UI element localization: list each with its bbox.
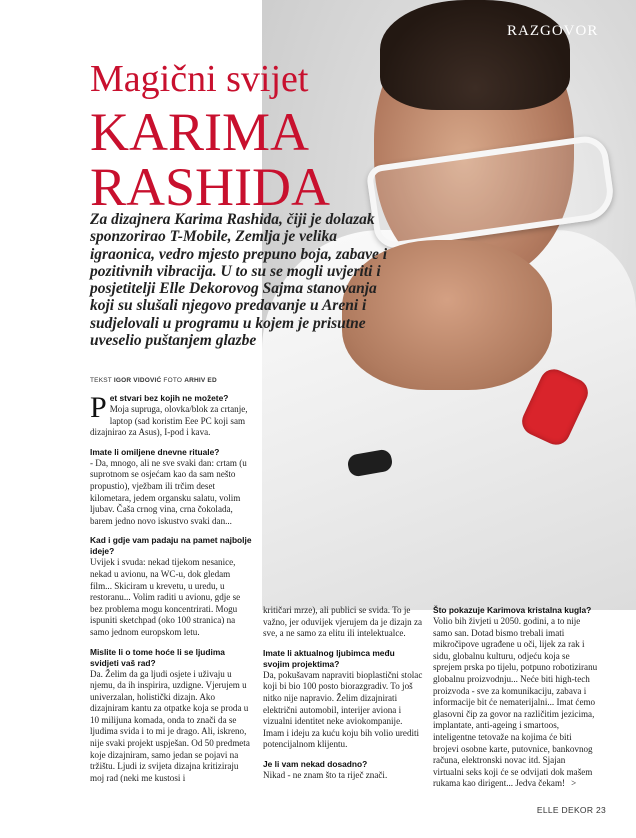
question-2: Imate li omiljene dnevne rituale? xyxy=(90,446,220,457)
question-3: Kad i gdje vam padaju na pamet najbolje ideje? xyxy=(90,535,252,557)
credit-author: IGOR VIDOVIĆ xyxy=(113,377,162,384)
lede-paragraph: Za dizajnera Karima Rashida, čiji je dolazak sponzorirao T-Mobile, Zemlja je velika igraonica, vedro mjesto prepuno boja, zabave i pozitivnih vibracija. U to su se mogli uvjeriti i posjetitelji Elle Dekorovog Sajma stanovanja koji su slušali njegovo predavanje u Areni i sudjelovali u programu u kojem je prisutne uveselio puštanjem glazbe xyxy=(90,211,388,350)
question-4: Mislite li o tome hoće li se ljudima svidjeti vaš rad? xyxy=(90,646,225,668)
drop-cap: P xyxy=(90,391,107,424)
question-1: et stvari bez kojih ne možete? xyxy=(109,393,229,403)
title-line-1: Magični svijet xyxy=(90,58,309,100)
section-label: RAZGOVOR xyxy=(507,23,599,39)
photo-hair xyxy=(380,0,570,110)
column-3 xyxy=(433,605,598,790)
credit-photo-source: ARHIV ED xyxy=(184,377,217,384)
answer-6: Nikad - ne znam što ta riječ znači. xyxy=(263,769,388,780)
answer-2: - Da, mnogo, ali ne sve svaki dan: crtam (u suprotnom se osjećam kao da sam nešto propustio), vježbam ili trčim deset kilometara, jedem organsku salatu, volim ljubav. Čaša crnog vina, crna čokolada, barem jedno novo iskustvo svaki dan... xyxy=(90,457,247,526)
question-6: Je li vam nekad dosadno? xyxy=(263,758,368,769)
page-footer xyxy=(537,805,606,815)
title-line-2: KARIMA xyxy=(90,102,310,162)
answer-3: Uvijek i svuda: nekad tijekom nesanice, nekad u avionu, na WC-u, dok gledam film... Skiciram u krevetu, u uredu, u restoranu... Volim raditi u avionu, gdje se bez problema mogu koncentrirati. Mogu ispuniti sketchpad (oko 100 stranica) na samo jednom europskom letu. xyxy=(90,557,241,637)
credit-photo-label: FOTO xyxy=(163,377,183,384)
answer-4: Da. Želim da ga ljudi osjete i uživaju u njemu, da ih inspirira, uzdigne. Vjerujem u univerzalan, holistički dizajn. Ako dizajniram kantu za otpatke koja se proda u 10 milijuna komada, onda to znači da se ljudima svida i to mi je drago. Ali, iskreno, nije svaki projekt uspješan. Od 50 predmeta koje dizajniram, samo jedan se pojavi na tržištu. Ljudi iz svijeta dizajna kritiziraju moj rad (neki me kustosi i xyxy=(90,668,250,783)
answer-5: Da, pokušavam napraviti bioplastični stolac koji bi bio 100 posto biorazgradiv. To još nitko nije napravio. Želim dizajnirati električni automobil, interijer aviona i vizualni identitet neke aviokompanije. Imam i ideju za kuću koju bih volio urediti potencijalnom klijentu. xyxy=(263,669,423,750)
title-line-3: RASHIDA xyxy=(90,157,331,217)
footer-page-number: 23 xyxy=(595,805,606,815)
footer-magazine: ELLE DEKOR xyxy=(536,805,594,815)
column-1 xyxy=(90,393,253,784)
end-mark-icon: > xyxy=(571,778,577,789)
credit-text-label: TEKST xyxy=(90,377,112,384)
question-7: Što pokazuje Karimova kristalna kugla? xyxy=(433,605,592,615)
answer-7-text: Volio bih živjeti u 2050. godini, a to nije samo san. Dotad bismo trebali imati mikročipove ugrađene u oči, lijek za rak i sidu, globalnu kulturu, odjeću koja se sprejem prska po tijelu, potpuno robotiziranu globalnu proizvodnju... Neće biti high-tech proizvoda - sve za komunikaciju, zabava i informacije bit će nematerijalni... Imat ćemo glasovni čip za govor na različitim jezicima, implantate, anti-ageing i smartoos, inteligentne tetovaže na kojima će biti brojevi osobne karte, putovnice, bankovnog računa, elektronski novac itd. Sjajan virtualni seks koji će se odvijati dok mašem rukama kao dirigent... Jedva čekam! xyxy=(433,616,598,789)
column-2 xyxy=(263,605,423,782)
answer-7 xyxy=(433,616,598,790)
answer-1: Moja supruga, olovka/blok za crtanje, laptop (sad koristim Eee PC koji sam dizajnirao za Asus), I-pod i kava. xyxy=(90,404,248,438)
question-5: Imate li aktualnog ljubimca među svojim projektima? xyxy=(263,647,395,669)
credits xyxy=(90,377,217,384)
answer-4-continued: kritičari mrze), ali publici se svida. To je važno, jer oduvijek vjerujem da je dizajn za sve, a ne samo za elitu ili intelektualce. xyxy=(263,605,423,639)
